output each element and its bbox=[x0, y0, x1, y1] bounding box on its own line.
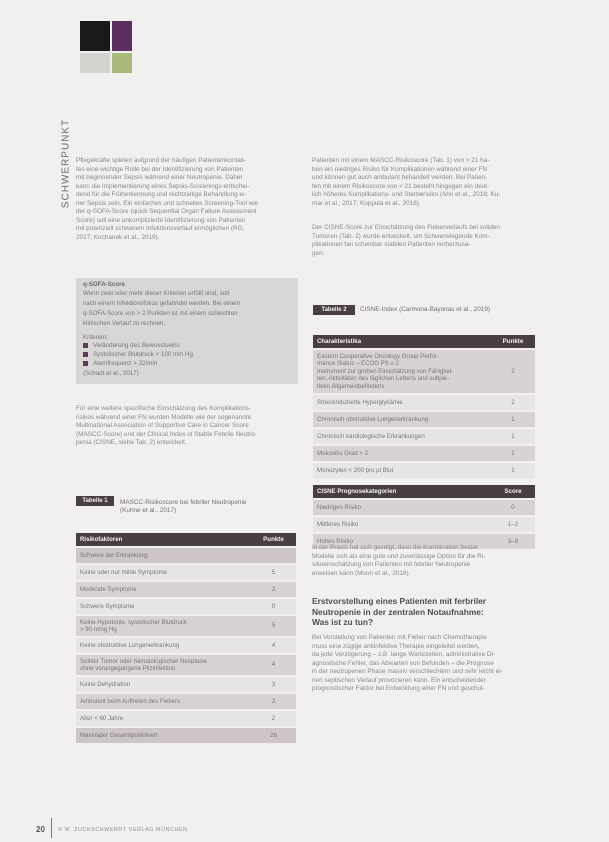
right-paragraph-2-line: plikationen bei scheinbar stabilen Patienten vorherzusa- bbox=[312, 241, 471, 248]
section-heading bbox=[312, 596, 537, 628]
right-paragraph-4-line: Bei Vorstellung von Patienten mit Fieber nach Chemotherapie bbox=[312, 634, 487, 641]
table2-row-value: 1 bbox=[511, 449, 515, 457]
table2-row-label: Stressinduzierte Hyperglykämie bbox=[317, 398, 403, 406]
qsofa-criteria-label: Kriterien: bbox=[83, 334, 108, 341]
left-paragraph-1-line: dend für die Früherkennung und rechtzeitige Behandlung ei- bbox=[76, 191, 247, 198]
left-paragraph-2-line: Multinational Association of Supportive Care in Cancer Score bbox=[76, 422, 249, 429]
table2-row bbox=[313, 412, 535, 427]
table1-row bbox=[76, 599, 296, 614]
table1-row bbox=[76, 728, 296, 743]
table1-row bbox=[76, 638, 296, 653]
right-paragraph-3-line: In der Praxis hat sich gezeigt, dass die Kombination beider bbox=[312, 544, 479, 551]
table1-row-label: Keine obstruktive Lungenerkrankung bbox=[80, 641, 180, 649]
table2-row-label: Monozyten < 200 pro µl Blut bbox=[317, 466, 394, 474]
table1-row-label: Alter < 60 Jahre bbox=[80, 715, 124, 723]
table1-row-label: Schwere Symptome bbox=[80, 602, 135, 610]
table2-category-row-label: Niedriges Risiko bbox=[317, 503, 362, 511]
section-heading-line: Was ist zu tun? bbox=[312, 617, 374, 627]
table2-row-value: 1 bbox=[511, 432, 515, 440]
right-paragraph-2 bbox=[312, 224, 534, 258]
table2-row-value: 2 bbox=[511, 367, 515, 375]
right-paragraph-4 bbox=[312, 634, 534, 694]
left-paragraph-2 bbox=[76, 405, 298, 448]
qsofa-intro-line: klinischen Verlauf zu rechnen. bbox=[83, 320, 166, 327]
left-paragraph-1-line: Pflegekräfte spielen aufgrund der häufigen Patientenkontak- bbox=[76, 157, 247, 164]
logo-purple-square bbox=[112, 21, 132, 51]
publisher-credit: © W. ZUCKSCHWERDT VERLAG MÜNCHEN bbox=[58, 827, 188, 833]
qsofa-intro-line: Wenn zwei oder mehr dieser Kriterien erfüllt sind, soll bbox=[83, 290, 230, 297]
left-paragraph-2-line: penia (CISNE, siehe Tab. 2) entwickelt. bbox=[76, 439, 187, 446]
table2-row-label: Chronisch kardiologische Erkrankungen bbox=[317, 432, 425, 440]
table2-category-row-label: Hohes Risiko bbox=[317, 537, 353, 545]
table1-row-label: Schwere der Erkrankung: bbox=[80, 551, 149, 559]
table1-row-value: 5 bbox=[271, 622, 276, 630]
table1-row-value: 0 bbox=[271, 602, 276, 610]
table2-row bbox=[313, 463, 535, 478]
table2-label: Tabelle 2 bbox=[313, 305, 355, 315]
table2-row bbox=[313, 429, 535, 444]
table2-row-value: 1 bbox=[511, 415, 515, 423]
left-paragraph-1-line: kann die Implementierung eines Sepsis-Screenings entschei- bbox=[76, 182, 250, 190]
qsofa-box bbox=[76, 278, 298, 384]
right-paragraph-1-line: ben ein niedriges Risiko für Komplikationen während einer FN bbox=[312, 165, 488, 173]
table2-row bbox=[313, 446, 535, 461]
table2-category-row-label: Mittleres Risiko bbox=[317, 520, 359, 528]
left-paragraph-1-line: 2017; Kochanek et al., 2019). bbox=[76, 233, 160, 241]
table2-header-value: Punkte bbox=[502, 337, 524, 345]
table2-row-label: Eastern Cooperative Oncology Group Perfor- mance Status – ECOG PS ≥ 2 Instrument zur groben Einschätzung von Fähigkei- ten, Aktivitäten des täglichen Lebens und subjek- tiven Allgemeinbefindens bbox=[317, 352, 454, 390]
table1-row-label: Keine Hypotonie, systolischer Blutdruck > 90 mmg Hg bbox=[80, 618, 188, 634]
table1-row-label: Solider Tumor oder hämatologischer Neoplasie ohne vorangegangene Pilzinfektion bbox=[80, 657, 208, 673]
table2-row-value: 2 bbox=[511, 398, 515, 406]
right-paragraph-3-line: sikoeinschätzung von Patienten mit febriler Neutropenie bbox=[312, 561, 471, 568]
qsofa-intro-line: nach einem Infektionsfokus gefahndet werden. Bei einem bbox=[83, 300, 241, 307]
table1-header bbox=[76, 533, 296, 546]
table2-header bbox=[313, 335, 535, 348]
section-label: SCHWERPUNKT bbox=[60, 118, 72, 209]
footer-divider bbox=[51, 818, 52, 838]
right-paragraph-1-line: ten mit einem Risikoscore von < 21 besteht hingegen ein deut- bbox=[312, 182, 490, 190]
right-paragraph-4-line: nen septischen Verlauf provozieren kann. Ein entscheidender bbox=[312, 676, 486, 684]
table1-row-value: 26 bbox=[270, 732, 277, 740]
right-paragraph-3-line: erweisen kann (Moon et al., 2018). bbox=[312, 569, 411, 577]
table2-row-label: Mukositis Grad > 2 bbox=[317, 449, 368, 457]
left-paragraph-1-line: Score) soll eine unkomplizierte Identifizierung von Patienten bbox=[76, 216, 246, 224]
table1-row bbox=[76, 565, 296, 580]
table1-row-value: 3 bbox=[271, 585, 276, 593]
table2-row-label: Chronisch obstruktive Lungenerkrankung bbox=[317, 415, 429, 423]
right-paragraph-1 bbox=[312, 157, 534, 208]
right-paragraph-2-line: Der CISNE-Score zur Einschätzung des Fieberverlaufs bei soliden bbox=[312, 224, 500, 231]
table2-category-row-value: 1–2 bbox=[507, 520, 519, 528]
logo-green-square bbox=[112, 53, 132, 73]
page-number: 20 bbox=[36, 825, 45, 834]
table2-row-value: 1 bbox=[511, 466, 515, 474]
right-paragraph-4-line: agnostische Fehler, das Abwarten von Befunden – die Prognose bbox=[312, 659, 494, 667]
right-paragraph-2-line: gen. bbox=[312, 249, 325, 257]
right-paragraph-4-line: da jede Verzögerung – z.B. lange Wartezeiten, administrative Di- bbox=[312, 651, 496, 658]
right-paragraph-1-line: und können gut auch ambulant behandelt werden. Bei Patien- bbox=[312, 174, 488, 181]
table2-category-header-label: CISNE Prognosekategorien bbox=[317, 487, 397, 495]
logo-black-square bbox=[80, 21, 110, 51]
left-paragraph-1 bbox=[76, 157, 298, 242]
right-paragraph-4-line: muss eine zügige antiinfektive Therapie eingeleitet werden, bbox=[312, 642, 480, 650]
table2-row bbox=[313, 350, 535, 393]
table1-row-value: 4 bbox=[271, 641, 276, 649]
table1-label: Tabelle 1 bbox=[76, 496, 114, 506]
table2-category-row-value: 0 bbox=[511, 503, 515, 511]
left-paragraph-1-line: mit potenziell schwerem Infektionsverlauf ermöglichen (RG, bbox=[76, 225, 245, 232]
table1-row bbox=[76, 616, 296, 636]
table2-category-row bbox=[313, 500, 535, 515]
table2-title: CISNE-Index (Carmona-Bayonas et al., 2019) bbox=[360, 306, 491, 313]
table1-row bbox=[76, 677, 296, 692]
qsofa-criterion-3: Atemfrequenz > 22/min bbox=[83, 360, 157, 368]
table1-title bbox=[120, 499, 246, 515]
table2-header-label: Charakteristika bbox=[317, 337, 362, 345]
table1-row-label: Keine oder nur milde Symptome bbox=[80, 568, 168, 576]
section-heading-line: Neutropenie in der zentralen Notaufnahme: bbox=[312, 606, 484, 617]
qsofa-criterion-1: Veränderung des Bewusstseins bbox=[83, 342, 180, 350]
table1-row-label: Ambulant beim Auftreten des Fiebers bbox=[80, 698, 181, 706]
qsofa-source: (Schadt et al., 2017) bbox=[83, 370, 139, 377]
right-paragraph-3-line: Modelle sich als eine gute und zuverlässige Option für die Ri- bbox=[312, 552, 486, 560]
table1-row-value: 3 bbox=[271, 698, 276, 706]
table1-row-label: Keine Dehydration bbox=[80, 681, 131, 689]
right-paragraph-1-line: mar et al., 2017; Koppula et al., 2018). bbox=[312, 199, 421, 207]
left-paragraph-1-line: mit beginnender Sepsis während einer Neutropenie. Daher bbox=[76, 174, 243, 181]
table2-category-header bbox=[313, 485, 535, 498]
table1-row-label: Moderate Symptome bbox=[80, 585, 137, 593]
table1-row-value: 2 bbox=[271, 715, 276, 723]
qsofa-criterion-2: Systolischer Blutdruck < 100 mm Hg bbox=[83, 351, 193, 359]
table1-title-line: (Kuhne et al., 2017) bbox=[120, 507, 177, 514]
left-paragraph-2-line: (MASCC-Score) und der Clinical Index of Stable Febrile Neutro- bbox=[76, 430, 257, 438]
table2-category-header-value: Score bbox=[504, 487, 522, 495]
right-paragraph-1-line: Patienten mit einem MASCC-Risikoscore (Tab. 1) von > 21 ha- bbox=[312, 157, 490, 164]
table1-row-value: 4 bbox=[271, 661, 276, 669]
left-paragraph-2-line: Für eine weitere spezifische Einschätzung des Komplikations- bbox=[76, 405, 252, 412]
left-paragraph-2-line: risikos während einer FN wurden Modelle wie der sogenannte bbox=[76, 413, 252, 421]
table1-row-value: 5 bbox=[271, 568, 276, 576]
left-paragraph-1-line: ner Sepsis sein. Ein einfaches und schnelles Screening-Tool wie bbox=[76, 199, 259, 207]
table2-row bbox=[313, 395, 535, 410]
right-paragraph-4-line: prognostischer Faktor bei Entwicklung einer FN und geschul- bbox=[312, 685, 485, 692]
table1-header-value: Punkte bbox=[263, 535, 284, 543]
qsofa-intro-line: q-SOFA-Score von > 2 Punkten ist mit einem schlechten bbox=[83, 310, 238, 317]
section-heading-line: Erstvorstellung eines Patienten mit ferbriler bbox=[312, 596, 487, 606]
right-paragraph-1-line: lich höheres Komplikations- und Sterberisiko (Ahn et al., 2018; Ku- bbox=[312, 191, 501, 198]
left-paragraph-1-line: der q-SOFA-Score (quick Sequential Organ Failure Assessment bbox=[76, 208, 257, 215]
right-paragraph-4-line: in der neutropenen Phase massiv verschlechtern und sehr leicht ei- bbox=[312, 668, 503, 675]
table1-row bbox=[76, 655, 296, 675]
table2-category-row-value: 3–8 bbox=[507, 537, 519, 545]
table1-row-value: 3 bbox=[271, 681, 276, 689]
table1-row bbox=[76, 694, 296, 709]
table1-header-label: Risikofaktoren bbox=[80, 535, 123, 543]
table1-row-label: Maximaler Gesamtpunktwert bbox=[80, 732, 158, 740]
table2-category-row bbox=[313, 517, 535, 532]
left-paragraph-1-line: tes eine wichtige Rolle bei der Identifizierung von Patienten bbox=[76, 165, 244, 173]
table1-row bbox=[76, 711, 296, 726]
table1-row bbox=[76, 582, 296, 597]
right-paragraph-2-line: Tumoren (Tab. 2) wurde entwickelt, um Schwerwiegende Kom- bbox=[312, 232, 490, 240]
qsofa-title: q-SOFA-Score bbox=[83, 281, 125, 288]
logo-gray-square bbox=[80, 53, 110, 73]
right-paragraph-3 bbox=[312, 544, 534, 578]
table1-row bbox=[76, 548, 296, 563]
table1-title-line: MASCC-Risikoscore bei febriler Neutropenie bbox=[120, 499, 247, 506]
